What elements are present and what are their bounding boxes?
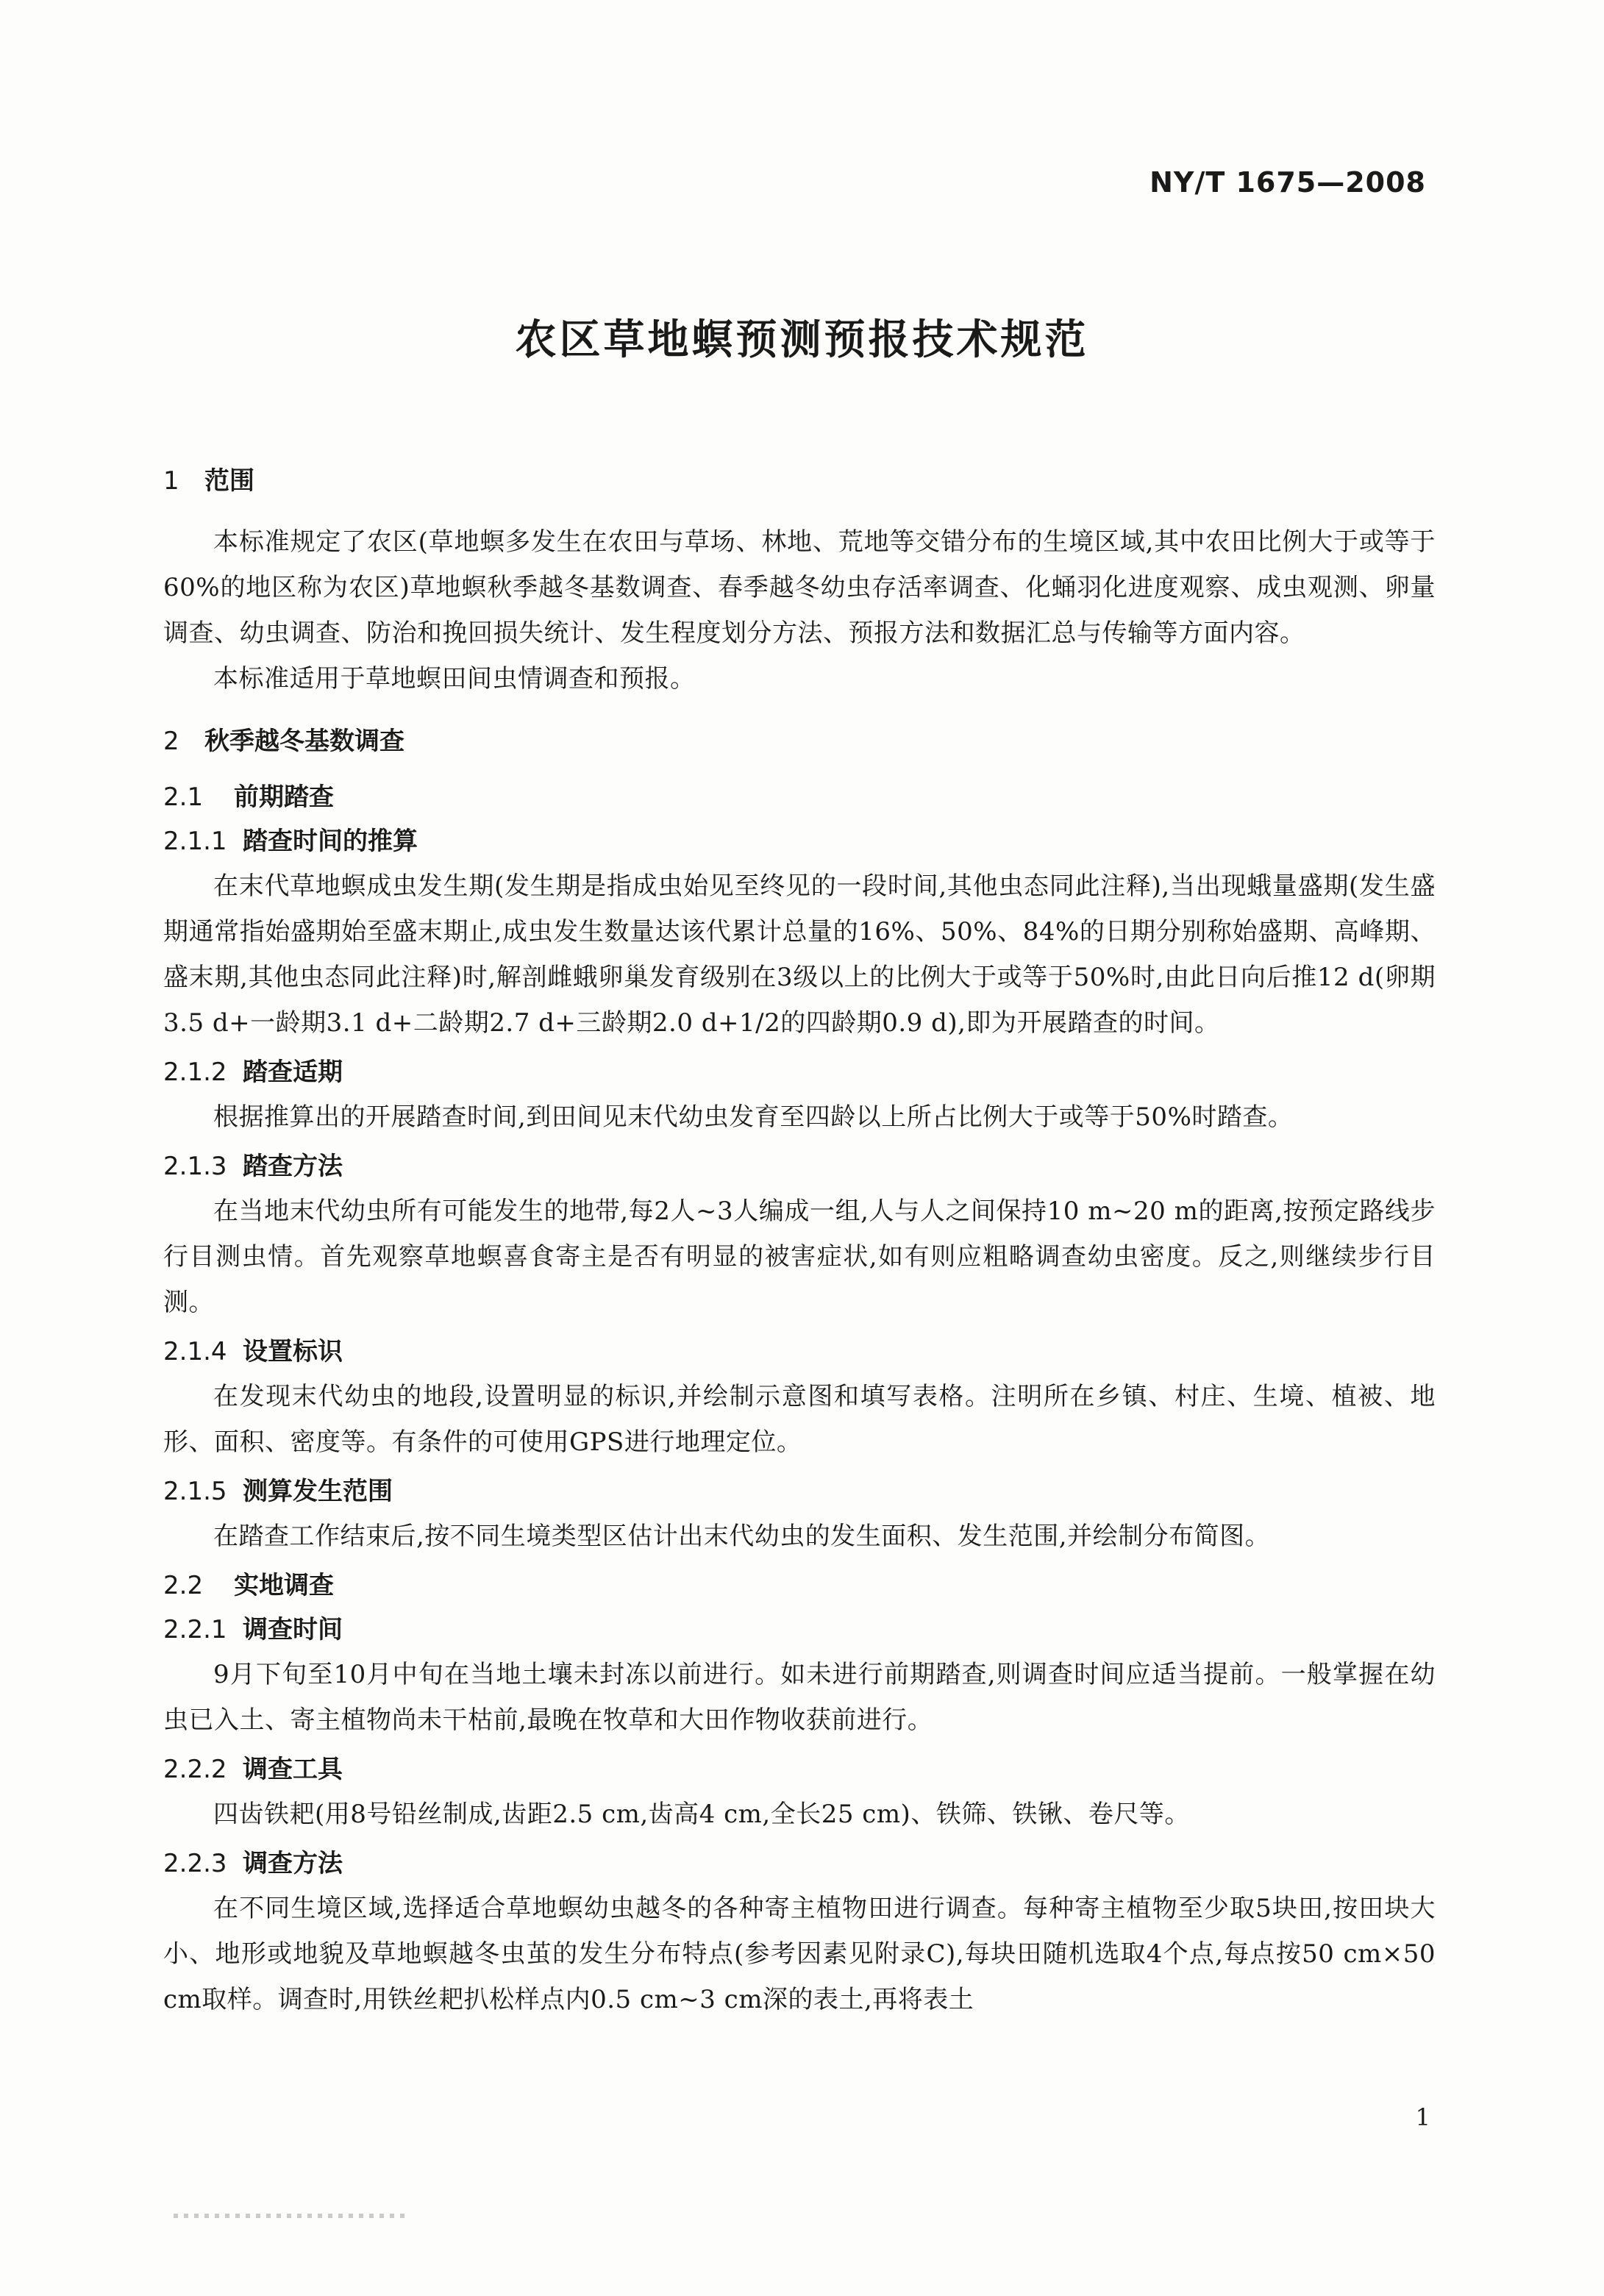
section-number: 1 bbox=[163, 466, 179, 496]
paragraph: 在踏查工作结束后,按不同生境类型区估计出末代幼虫的发生面积、发生范围,并绘制分布简图。 bbox=[213, 1522, 1271, 1551]
paragraph: 四齿铁耙(用8号铅丝制成,齿距2.5 cm,齿高4 cm,全长25 cm)、铁筛、铁锹、卷尺等。 bbox=[213, 1800, 1190, 1829]
clause-heading bbox=[163, 1474, 1436, 1509]
section-title: 调查工具 bbox=[243, 1755, 343, 1784]
clause-heading bbox=[163, 1612, 1436, 1647]
section-title: 秋季越冬基数调查 bbox=[204, 727, 404, 756]
section-title: 调查方法 bbox=[243, 1849, 343, 1878]
section-heading bbox=[163, 463, 1436, 499]
section-number: 2 bbox=[163, 727, 179, 756]
clause-heading bbox=[163, 1752, 1436, 1787]
section-number: 2.1.2 bbox=[163, 1058, 227, 1087]
section-number: 2.1 bbox=[163, 782, 204, 812]
document-body bbox=[163, 441, 1436, 2022]
scan-artifact bbox=[174, 2214, 409, 2218]
paragraph: 根据推算出的开展踏查时间,到田间见末代幼虫发育至四龄以上所占比例大于或等于50%时踏查。 bbox=[213, 1102, 1294, 1132]
clause-heading bbox=[163, 1149, 1436, 1184]
section-number: 2.2.1 bbox=[163, 1615, 227, 1644]
section-number: 2.2.3 bbox=[163, 1849, 227, 1878]
clause-heading bbox=[163, 1055, 1436, 1090]
paragraph: 9月下旬至10月中旬在当地土壤未封冻以前进行。如未进行前期踏查,则调查时间应适当提前。一般掌握在幼虫已入土、寄主植物尚未干枯前,最晚在牧草和大田作物收获前进行。 bbox=[163, 1660, 1436, 1735]
document-title: 农区草地螟预测预报技术规范 bbox=[515, 316, 1089, 364]
section-number: 2.2 bbox=[163, 1571, 204, 1600]
section-number: 2.1.1 bbox=[163, 827, 227, 856]
clause-heading bbox=[163, 1334, 1436, 1369]
subsection-heading bbox=[163, 1568, 1436, 1603]
page-number: 1 bbox=[1415, 2103, 1430, 2131]
section-number: 2.1.5 bbox=[163, 1477, 227, 1506]
section-title: 设置标识 bbox=[243, 1337, 343, 1366]
paragraph: 在当地末代幼虫所有可能发生的地带,每2人~3人编成一组,人与人之间保持10 m~20 m的距离,按预定路线步行目测虫情。首先观察草地螟喜食寄主是否有明显的被害症状,如有则应粗略调查幼虫密度。反之,则继续步行目测。 bbox=[163, 1197, 1436, 1317]
section-heading bbox=[163, 724, 1436, 759]
clause-heading bbox=[163, 824, 1436, 859]
section-title: 调查时间 bbox=[243, 1615, 343, 1644]
section-title: 踏查时间的推算 bbox=[243, 827, 418, 856]
section-title: 踏查方法 bbox=[243, 1152, 343, 1181]
section-title: 测算发生范围 bbox=[243, 1477, 393, 1506]
paragraph: 在不同生境区域,选择适合草地螟幼虫越冬的各种寄主植物田进行调查。每种寄主植物至少取5块田,按田块大小、地形或地貌及草地螟越冬虫茧的发生分布特点(参考因素见附录C),每块田随机选取4个点,每点按50 cm×50 cm取样。调查时,用铁丝耙扒松样点内0.5 cm~3 cm深的表土,再将表土 bbox=[163, 1894, 1436, 2014]
paragraph: 在发现末代幼虫的地段,设置明显的标识,并绘制示意图和填写表格。注明所在乡镇、村庄、生境、植被、地形、面积、密度等。有条件的可使用GPS进行地理定位。 bbox=[163, 1382, 1436, 1457]
section-number: 2.1.3 bbox=[163, 1152, 227, 1181]
paragraph: 本标准规定了农区(草地螟多发生在农田与草场、林地、荒地等交错分布的生境区域,其中农田比例大于或等于60%的地区称为农区)草地螟秋季越冬基数调查、春季越冬幼虫存活率调查、化蛹羽化进度观察、成虫观测、卵量调查、幼虫调查、防治和挽回损失统计、发生程度划分方法、预报方法和数据汇总与传输等方面内容。 bbox=[163, 527, 1436, 648]
section-number: 2.1.4 bbox=[163, 1337, 227, 1366]
section-title: 前期踏查 bbox=[234, 782, 334, 812]
standard-code: NY/T 1675—2008 bbox=[1149, 166, 1426, 199]
subsection-heading bbox=[163, 780, 1436, 815]
section-number: 2.2.2 bbox=[163, 1755, 227, 1784]
section-title: 实地调查 bbox=[234, 1571, 334, 1600]
clause-heading bbox=[163, 1846, 1436, 1881]
paragraph: 本标准适用于草地螟田间虫情调查和预报。 bbox=[213, 664, 696, 694]
section-title: 踏查适期 bbox=[243, 1058, 343, 1087]
paragraph: 在末代草地螟成虫发生期(发生期是指成虫始见至终见的一段时间,其他虫态同此注释),当出现蛾量盛期(发生盛期通常指始盛期始至盛末期止,成虫发生数量达该代累计总量的16%、50%、84%的日期分别称始盛期、高峰期、盛末期,其他虫态同此注释)时,解剖雌蛾卵巢发育级别在3级以上的比例大于或等于50%时,由此日向后推12 d(卵期3.5 d+一龄期3.1 d+二龄期2.7 d+三龄期2.0 d+1/2的四龄期0.9 d),即为开展踏查的时间。 bbox=[163, 871, 1436, 1038]
section-title: 范围 bbox=[204, 466, 254, 496]
